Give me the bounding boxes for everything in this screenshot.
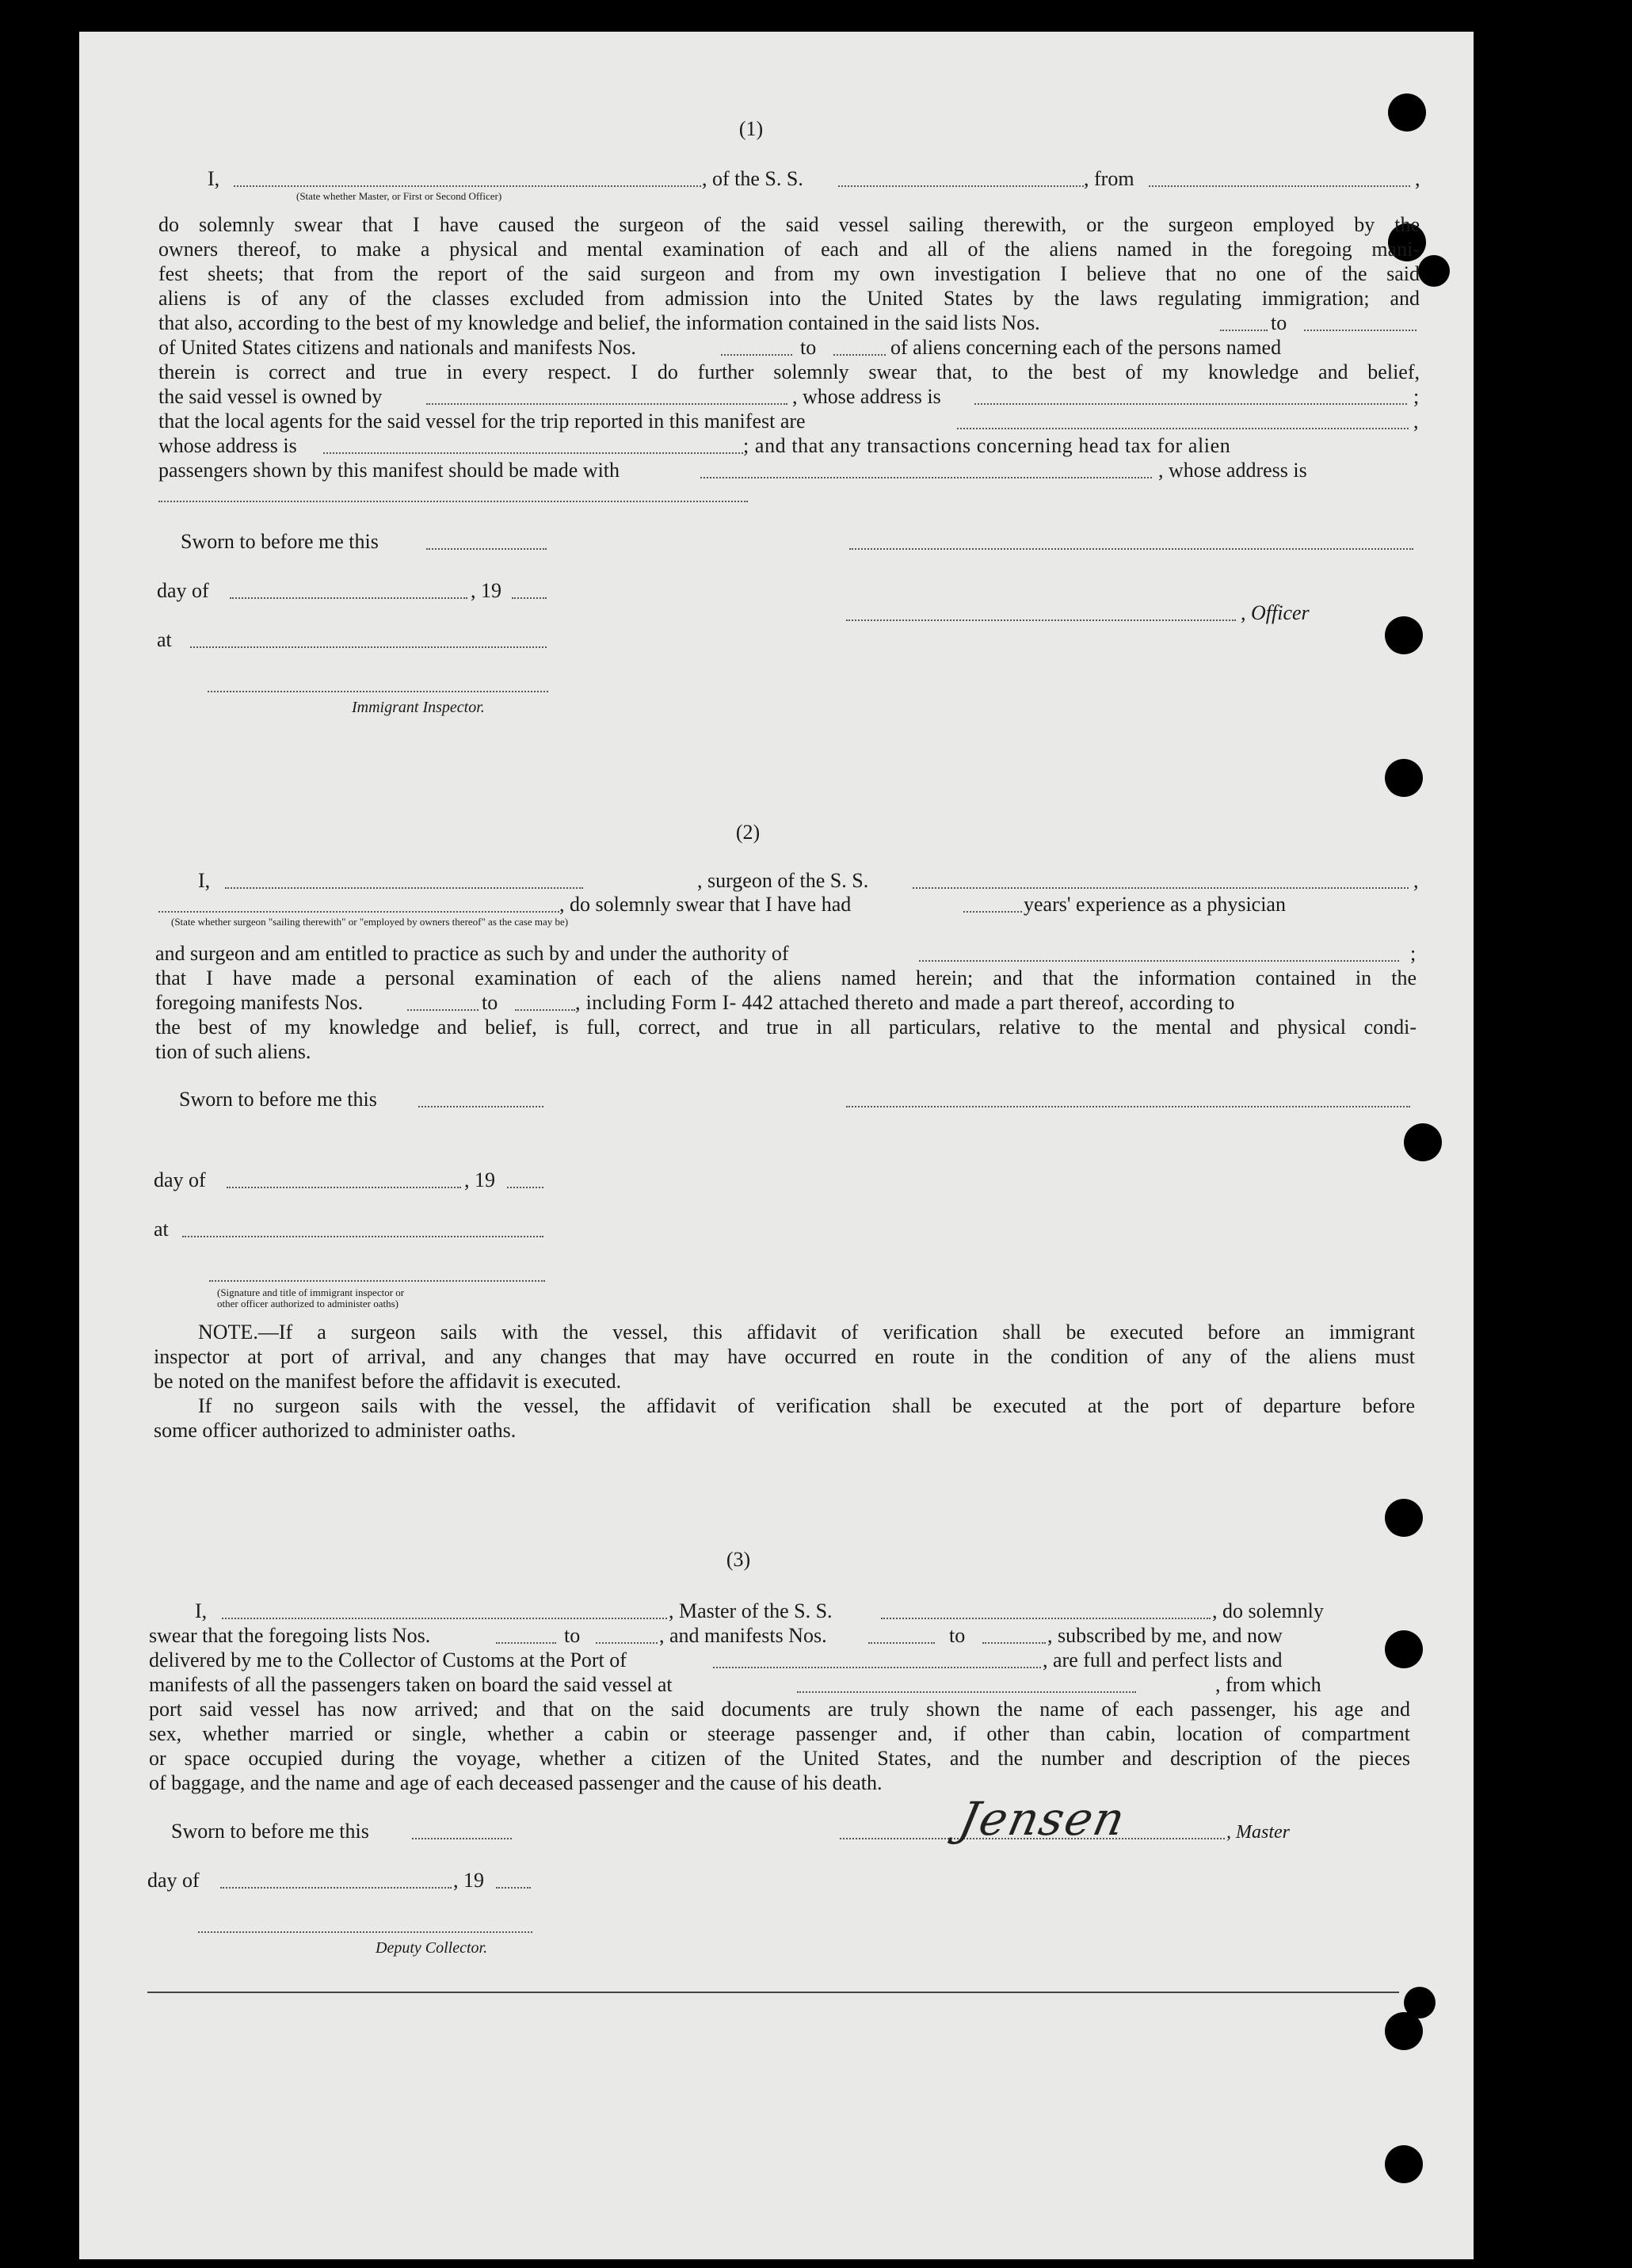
surgeon-note: (State whether surgeon "sailing therewith" or "employed by owners thereof" as the case may be)	[171, 916, 569, 928]
head-tax-agent-blank	[700, 477, 1152, 478]
s3-from-which: , from which	[1215, 1673, 1321, 1696]
s2-note-line: NOTE.—If a surgeon sails with the vessel, this affidavit of verification shall be executed before an immigrant	[198, 1321, 1415, 1344]
s1-lists-b-to: to	[800, 336, 817, 359]
s3-port-blank	[713, 1667, 1041, 1668]
s2-note	[154, 1320, 1415, 1369]
s3-lists-from-blank	[496, 1642, 556, 1644]
s1-whose-address-2: whose address is	[158, 434, 297, 457]
s2-body-line: the best of my knowledge and belief, is full, correct, and true in all particulars, relative to the mental and physical condi-	[155, 1016, 1417, 1039]
s1-body-line: owners thereof, to make a physical and mental examination of each and all of the aliens named in the foregoing mani-	[158, 238, 1420, 261]
lists-from-blank	[1220, 330, 1268, 331]
punch-hole	[1385, 1630, 1423, 1668]
s3-swear-to2: to	[949, 1624, 966, 1647]
s3-line1-end: , do solemnly	[1212, 1599, 1324, 1622]
s1-day-of: day of	[157, 579, 209, 602]
s1-lists-b-end: of aliens concerning each of the persons named	[890, 336, 1282, 359]
s1-body-line: therein is correct and true in every respect. I do further solemnly swear that, to the best of my knowledge and belief,	[158, 360, 1420, 383]
s1-body-line: do solemnly swear that I have caused the surgeon of the said vessel sailing therewith, or the surgeon employed by the	[158, 213, 1420, 236]
punch-hole	[1404, 1987, 1436, 2018]
s2-line1-end: ,	[1413, 869, 1419, 892]
s3-deputy: Deputy Collector.	[376, 1939, 488, 1957]
s2-nos-to-blank	[515, 1009, 575, 1011]
punch-hole	[1385, 1499, 1423, 1537]
s1-body-line: aliens is of any of the classes excluded from admission into the United States by the laws regulating immigration; and	[158, 287, 1420, 310]
s1-line1-comma: ,	[1415, 167, 1420, 190]
s3-baggage: of baggage, and the name and age of each deceased passenger and the cause of his death.	[149, 1771, 883, 1794]
s3-swear-mid: , and manifests Nos.	[659, 1624, 827, 1647]
s3-sworn: Sworn to before me this	[171, 1820, 369, 1843]
s2-body-line-1	[155, 966, 1417, 990]
s2-line1-mid: , surgeon of the S. S.	[697, 869, 869, 892]
s3-body	[149, 1697, 1410, 1771]
s3-ship-blank	[881, 1618, 1211, 1619]
manifests-to-blank	[833, 354, 886, 356]
s1-body	[158, 212, 1420, 311]
agents-address-blank	[323, 452, 743, 454]
s1-body-line: fest sheets; that from the report of the said surgeon and from my own investigation I believe that no one of the said	[158, 262, 1420, 285]
punch-hole	[1388, 93, 1426, 132]
s3-day-of: day of	[147, 1869, 200, 1892]
s1-correct-line	[158, 360, 1420, 384]
s1-year: , 19	[471, 579, 501, 602]
s3-year: , 19	[453, 1869, 484, 1892]
s2-nos-end: , including Form I- 442 attached thereto and made a part thereof, according to	[575, 991, 1235, 1014]
s1-line1-prefix: I,	[208, 167, 220, 190]
owner-blank	[426, 403, 787, 405]
s2-semicolon: ;	[1410, 942, 1417, 965]
s3-deputy-blank	[198, 1931, 532, 1933]
s2-at-blank	[182, 1236, 543, 1237]
s1-whose-address: , whose address is	[792, 385, 941, 408]
s1-line1-end: , from	[1084, 167, 1134, 190]
s1-agents-line: that the local agents for the said vessel for the trip reported in this manifest are	[158, 410, 806, 433]
lists-to-blank	[1304, 330, 1417, 331]
s2-note2	[198, 1393, 1415, 1418]
head-tax-address-blank	[158, 501, 748, 502]
s3-manifests-to-blank	[982, 1642, 1046, 1644]
s1-agents-comma: ,	[1413, 410, 1419, 433]
s3-master: , Master	[1226, 1822, 1290, 1843]
s2-note2-line-2: some officer authorized to administer oaths.	[154, 1419, 517, 1442]
punch-hole	[1404, 1123, 1442, 1161]
s3-line1-prefix: I,	[195, 1599, 208, 1622]
s2-authority: and surgeon and am entitled to practice as such by and under the authority of	[155, 942, 789, 965]
owner-address-blank	[974, 403, 1407, 405]
s2-note2-line: If no surgeon sails with the vessel, the affidavit of verification shall be executed at the port of departure before	[198, 1394, 1415, 1417]
s2-body-line: that I have made a personal examination of each of the aliens named herein; and that the information contained in the	[155, 966, 1417, 989]
s1-at: at	[157, 628, 172, 651]
s2-day-of-blank	[227, 1187, 461, 1188]
s3-embark-port-blank	[797, 1691, 1136, 1693]
s3-body-line: or space occupied during the voyage, whether a citizen of the United States, and the number and description of the pieces	[149, 1747, 1410, 1770]
s1-line1-mid: , of the S. S.	[702, 167, 803, 190]
sworn-day-blank	[426, 548, 547, 550]
s1-sworn: Sworn to before me this	[181, 530, 379, 553]
s2-line1-prefix: I,	[198, 869, 211, 892]
s1-lists-a-to: to	[1271, 311, 1287, 334]
s3-manifests-from-blank	[868, 1642, 935, 1644]
manifests-from-blank	[721, 354, 792, 356]
punch-hole	[1385, 616, 1423, 654]
s2-nos-to: to	[482, 991, 498, 1014]
s3-year-blank	[496, 1887, 531, 1889]
s2-year-blank	[507, 1187, 543, 1188]
master-signature: Jensen	[954, 1792, 1131, 1846]
s3-line1-mid: , Master of the S. S.	[669, 1599, 833, 1622]
s1-owned-by: the said vessel is owned by	[158, 385, 383, 408]
s3-body-line: port said vessel has now arrived; and that on the said documents are truly shown the name of each passenger, his age and	[149, 1698, 1410, 1721]
s2-body-line-4: tion of such aliens.	[155, 1040, 311, 1063]
ship-name-blank	[838, 185, 1084, 187]
officer-name-blank	[846, 619, 1236, 621]
s3-perfect: , are full and perfect lists and	[1043, 1649, 1283, 1671]
s3-manifests-at: manifests of all the passengers taken on board the said vessel at	[149, 1673, 673, 1696]
surgeon-status-blank	[158, 911, 559, 913]
s2-line2-end: years' experience as a physician	[1024, 893, 1286, 916]
s1-officer: , Officer	[1241, 601, 1310, 624]
s2-at: at	[154, 1218, 169, 1241]
s2-nos-from-blank	[407, 1009, 479, 1011]
s3-body-line: sex, whether married or single, whether a cabin or steerage passenger and, if other than cabin, location of compartment	[149, 1722, 1410, 1745]
punch-hole	[1385, 2145, 1423, 2183]
section-1-heading: (1)	[738, 117, 764, 140]
s3-swear-to1: to	[564, 1624, 581, 1647]
s2-sworn-day-blank	[418, 1106, 543, 1107]
s2-body-line-3	[155, 1015, 1417, 1039]
officer-signature-blank	[849, 548, 1413, 550]
s1-head-tax: ; and that any transactions concerning head tax for alien	[743, 434, 1231, 457]
year-blank	[512, 597, 547, 599]
s1-lists-line-b: of United States citizens and nationals and manifests Nos.	[158, 336, 636, 359]
s2-note-line-3: be noted on the manifest before the affidavit is executed.	[154, 1370, 622, 1393]
section-3-heading: (3)	[726, 1548, 751, 1571]
manifest-affidavit-page	[79, 32, 1474, 2259]
s3-delivered: delivered by me to the Collector of Customs at the Port of	[149, 1649, 627, 1671]
bottom-rule	[147, 1992, 1399, 1993]
s3-sworn-day-blank	[412, 1838, 512, 1839]
master-name-blank	[234, 185, 701, 187]
s3-swear-end: , subscribed by me, and now	[1047, 1624, 1283, 1647]
s2-sig-note-1: (Signature and title of immigrant inspector or	[217, 1286, 405, 1298]
s2-sig-note-2: other officer authorized to administer oaths)	[217, 1298, 398, 1309]
s2-signature-blank	[846, 1106, 1410, 1107]
agents-blank	[957, 428, 1409, 429]
officer-note: (State whether Master, or First or Second Officer)	[296, 190, 502, 202]
s2-sworn: Sworn to before me this	[179, 1088, 377, 1111]
s2-nos-start: foregoing manifests Nos.	[155, 991, 364, 1014]
s3-lists-to-blank	[596, 1642, 658, 1644]
s2-year: , 19	[464, 1168, 495, 1191]
authority-blank	[919, 960, 1399, 962]
punch-hole	[1385, 759, 1423, 797]
surgeon-name-blank	[225, 887, 583, 889]
punch-hole	[1418, 255, 1450, 287]
day-of-blank	[230, 597, 467, 599]
at-blank	[190, 646, 547, 648]
s2-day-of: day of	[154, 1168, 206, 1191]
s1-shown-by: passengers shown by this manifest should be made with	[158, 459, 620, 482]
s1-whose-address-3: , whose address is	[1158, 459, 1307, 482]
s3-master-blank	[222, 1618, 667, 1619]
s1-inspector: Immigrant Inspector.	[352, 699, 485, 716]
s2-line2-mid: , do solemnly swear that I have had	[559, 893, 852, 916]
s1-lists-line-a: that also, according to the best of my knowledge and belief, the information contained in the said lists Nos.	[158, 311, 1040, 334]
section-2-heading: (2)	[735, 821, 761, 844]
inspector-signature-blank	[208, 691, 548, 692]
s2-note-line: inspector at port of arrival, and any changes that may have occurred en route in the condition of any of the aliens must	[154, 1345, 1415, 1368]
s3-swear-start: swear that the foregoing lists Nos.	[149, 1624, 431, 1647]
s2-ship-blank	[913, 887, 1409, 889]
s1-semicolon: ;	[1413, 385, 1420, 408]
years-blank	[963, 911, 1022, 913]
s2-inspector-blank	[209, 1280, 545, 1282]
port-from-blank	[1149, 185, 1410, 187]
s3-day-of-blank	[220, 1887, 452, 1889]
